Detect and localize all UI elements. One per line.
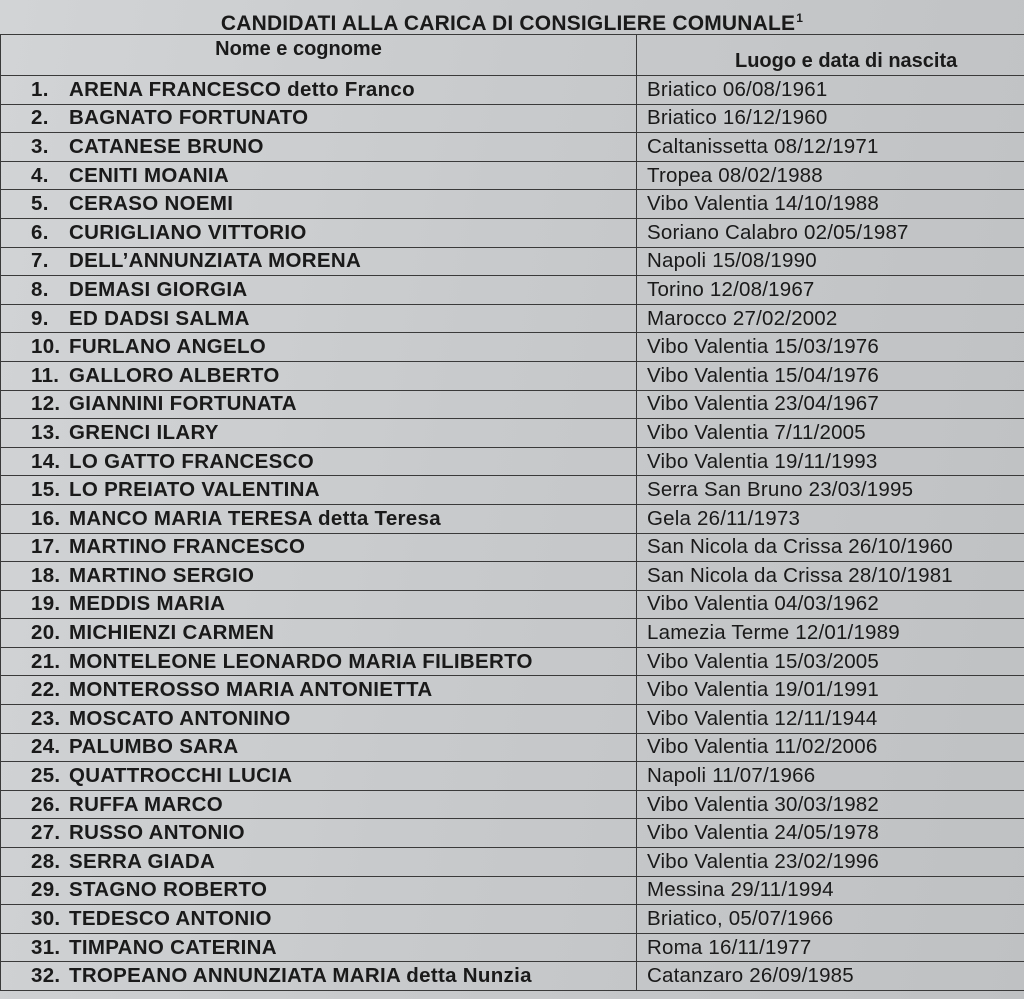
candidate-birthplace-date: Torino 12/08/1967 — [637, 276, 1024, 305]
candidate-birthplace-date: Vibo Valentia 23/02/1996 — [637, 848, 1024, 877]
candidate-birthplace-date: Vibo Valentia 11/02/2006 — [637, 733, 1024, 762]
candidate-name: ED DADSI SALMA — [69, 306, 250, 330]
candidate-name-cell — [1, 647, 637, 676]
candidate-name: MARTINO FRANCESCO — [69, 535, 306, 559]
table-row — [1, 276, 1024, 305]
candidate-birthplace-date: Tropea 08/02/1988 — [637, 161, 1024, 190]
candidate-name-cell — [1, 762, 637, 791]
candidate-number: 27. — [31, 821, 61, 845]
table-row — [1, 190, 1024, 219]
candidate-number: 11. — [31, 363, 60, 387]
candidate-name-cell — [1, 733, 637, 762]
candidate-birthplace-date: Vibo Valentia 15/04/1976 — [637, 361, 1024, 390]
candidate-number: 29. — [31, 878, 61, 902]
candidate-name: TEDESCO ANTONIO — [69, 907, 272, 931]
candidate-birthplace-date: Vibo Valentia 15/03/1976 — [637, 333, 1024, 362]
candidate-name-cell — [1, 676, 637, 705]
table-row — [1, 390, 1024, 419]
candidate-name-cell — [1, 190, 637, 219]
candidate-name: MOSCATO ANTONINO — [69, 706, 291, 730]
candidate-number: 10. — [31, 335, 61, 359]
candidate-name-cell — [1, 790, 637, 819]
candidate-birthplace-date: Vibo Valentia 15/03/2005 — [637, 647, 1024, 676]
candidate-birthplace-date: Caltanissetta 08/12/1971 — [637, 133, 1024, 162]
candidate-name-cell — [1, 76, 637, 105]
column-header-birthplace-date: Luogo e data di nascita — [637, 35, 1024, 76]
candidate-name: TIMPANO CATERINA — [69, 935, 277, 959]
table-row — [1, 590, 1024, 619]
candidate-name: MEDDIS MARIA — [69, 592, 226, 616]
candidate-name: SERRA GIADA — [69, 849, 216, 873]
candidate-name: QUATTROCCHI LUCIA — [69, 764, 293, 788]
candidate-birthplace-date: Vibo Valentia 19/01/1991 — [637, 676, 1024, 705]
document-title — [0, 0, 1024, 34]
table-row — [1, 333, 1024, 362]
candidate-number: 2. — [31, 106, 49, 130]
candidate-birthplace-date: Vibo Valentia 23/04/1967 — [637, 390, 1024, 419]
candidate-name: MICHIENZI CARMEN — [69, 621, 275, 645]
candidate-birthplace-date: Messina 29/11/1994 — [637, 876, 1024, 905]
table-row — [1, 361, 1024, 390]
title-footnote-marker: 1 — [796, 11, 804, 25]
candidate-name-cell — [1, 619, 637, 648]
candidate-name: TROPEANO ANNUNZIATA MARIA — [69, 964, 401, 988]
table-row — [1, 676, 1024, 705]
table-row — [1, 848, 1024, 877]
table-row — [1, 533, 1024, 562]
candidate-number: 21. — [31, 649, 61, 673]
table-row — [1, 447, 1024, 476]
candidate-number: 18. — [31, 563, 61, 587]
candidate-birthplace-date: Soriano Calabro 02/05/1987 — [637, 218, 1024, 247]
candidate-name-cell — [1, 419, 637, 448]
candidate-number: 26. — [31, 792, 61, 816]
candidate-name: PALUMBO SARA — [69, 735, 239, 759]
candidate-name-cell — [1, 504, 637, 533]
candidate-name: DELL’ANNUNZIATA MORENA — [69, 249, 362, 273]
candidate-name: MONTELEONE LEONARDO MARIA FILIBERTO — [69, 649, 533, 673]
candidate-number: 32. — [31, 964, 61, 988]
candidates-table-body — [1, 76, 1024, 991]
column-header-name: Nome e cognome — [1, 35, 637, 76]
candidate-birthplace-date: Vibo Valentia 14/10/1988 — [637, 190, 1024, 219]
candidate-birthplace-date: Vibo Valentia 04/03/1962 — [637, 590, 1024, 619]
candidate-name-cell — [1, 848, 637, 877]
candidate-number: 14. — [31, 449, 61, 473]
candidate-name-cell — [1, 161, 637, 190]
candidate-name: DEMASI GIORGIA — [69, 277, 248, 301]
candidate-name-cell — [1, 533, 637, 562]
candidate-birthplace-date: Lamezia Terme 12/01/1989 — [637, 619, 1024, 648]
candidate-name-cell — [1, 590, 637, 619]
candidate-birthplace-date: Napoli 15/08/1990 — [637, 247, 1024, 276]
table-row — [1, 104, 1024, 133]
candidate-number: 30. — [31, 907, 61, 931]
candidates-table — [0, 34, 1024, 991]
candidate-number: 1. — [31, 77, 49, 101]
candidate-name: LO PREIATO VALENTINA — [69, 478, 320, 502]
candidate-alias: detto Franco — [287, 77, 415, 101]
candidate-number: 24. — [31, 735, 61, 759]
candidate-number: 7. — [31, 249, 49, 273]
candidate-name: MARTINO SERGIO — [69, 563, 255, 587]
candidate-number: 25. — [31, 764, 61, 788]
candidate-name-cell — [1, 962, 637, 991]
candidate-name: GRENCI ILARY — [69, 420, 219, 444]
candidate-number: 16. — [31, 506, 61, 530]
candidate-number: 20. — [31, 621, 61, 645]
candidate-alias: detta Teresa — [318, 506, 441, 530]
table-header-row — [1, 35, 1024, 76]
candidate-name: CENITI MOANIA — [69, 163, 229, 187]
candidate-name-cell — [1, 876, 637, 905]
candidate-birthplace-date: Catanzaro 26/09/1985 — [637, 962, 1024, 991]
candidate-number: 31. — [31, 935, 61, 959]
candidate-name-cell — [1, 276, 637, 305]
table-row — [1, 218, 1024, 247]
candidate-number: 6. — [31, 220, 49, 244]
candidate-birthplace-date: Briatico 06/08/1961 — [637, 76, 1024, 105]
candidate-birthplace-date: Vibo Valentia 7/11/2005 — [637, 419, 1024, 448]
candidate-name-cell — [1, 304, 637, 333]
candidate-number: 3. — [31, 134, 49, 158]
candidate-birthplace-date: San Nicola da Crissa 28/10/1981 — [637, 562, 1024, 591]
candidate-birthplace-date: Marocco 27/02/2002 — [637, 304, 1024, 333]
candidate-number: 23. — [31, 706, 61, 730]
candidate-name-cell — [1, 562, 637, 591]
candidate-name: GALLORO ALBERTO — [69, 363, 280, 387]
candidate-name: FURLANO ANGELO — [69, 335, 267, 359]
candidate-name: BAGNATO FORTUNATO — [69, 106, 309, 130]
candidate-name-cell — [1, 476, 637, 505]
table-row — [1, 76, 1024, 105]
table-row — [1, 705, 1024, 734]
table-row — [1, 247, 1024, 276]
candidate-birthplace-date: Serra San Bruno 23/03/1995 — [637, 476, 1024, 505]
candidate-birthplace-date: Vibo Valentia 30/03/1982 — [637, 790, 1024, 819]
table-row — [1, 161, 1024, 190]
candidate-name-cell — [1, 933, 637, 962]
candidate-name-cell — [1, 447, 637, 476]
candidate-name-cell — [1, 819, 637, 848]
candidate-name-cell — [1, 390, 637, 419]
candidate-number: 22. — [31, 678, 61, 702]
table-row — [1, 562, 1024, 591]
table-row — [1, 504, 1024, 533]
table-row — [1, 647, 1024, 676]
candidate-alias: detta Nunzia — [406, 964, 532, 988]
candidate-birthplace-date: Vibo Valentia 24/05/1978 — [637, 819, 1024, 848]
candidate-number: 12. — [31, 392, 61, 416]
table-row — [1, 876, 1024, 905]
candidate-number: 13. — [31, 420, 61, 444]
candidate-name: MONTEROSSO MARIA ANTONIETTA — [69, 678, 433, 702]
candidate-name: CERASO NOEMI — [69, 192, 234, 216]
candidate-birthplace-date: Briatico 16/12/1960 — [637, 104, 1024, 133]
candidate-birthplace-date: Gela 26/11/1973 — [637, 504, 1024, 533]
candidate-name-cell — [1, 247, 637, 276]
candidate-number: 4. — [31, 163, 49, 187]
candidate-birthplace-date: Vibo Valentia 12/11/1944 — [637, 705, 1024, 734]
candidate-number: 17. — [31, 535, 61, 559]
candidate-number: 19. — [31, 592, 61, 616]
candidate-name: LO GATTO FRANCESCO — [69, 449, 314, 473]
table-row — [1, 619, 1024, 648]
candidate-birthplace-date: San Nicola da Crissa 26/10/1960 — [637, 533, 1024, 562]
table-row — [1, 762, 1024, 791]
candidate-name-cell — [1, 361, 637, 390]
candidate-name-cell — [1, 104, 637, 133]
candidate-name: STAGNO ROBERTO — [69, 878, 268, 902]
table-row — [1, 790, 1024, 819]
candidate-name: MANCO MARIA TERESA — [69, 506, 313, 530]
table-row — [1, 819, 1024, 848]
candidate-name-cell — [1, 218, 637, 247]
candidate-number: 28. — [31, 849, 61, 873]
table-row — [1, 419, 1024, 448]
candidate-name: RUSSO ANTONIO — [69, 821, 245, 845]
title-text: CANDIDATI ALLA CARICA DI CONSIGLIERE COMUNALE — [220, 12, 796, 35]
candidate-number: 9. — [31, 306, 49, 330]
table-row — [1, 905, 1024, 934]
candidate-name: RUFFA MARCO — [69, 792, 223, 816]
candidate-number: 5. — [31, 192, 49, 216]
table-row — [1, 962, 1024, 991]
candidate-number: 8. — [31, 277, 49, 301]
table-row — [1, 304, 1024, 333]
candidate-name-cell — [1, 133, 637, 162]
candidate-birthplace-date: Roma 16/11/1977 — [637, 933, 1024, 962]
candidate-name: CATANESE BRUNO — [69, 134, 264, 158]
candidate-birthplace-date: Briatico, 05/07/1966 — [637, 905, 1024, 934]
candidate-name: ARENA FRANCESCO — [69, 77, 282, 101]
table-row — [1, 933, 1024, 962]
candidate-name-cell — [1, 905, 637, 934]
candidate-name-cell — [1, 705, 637, 734]
table-row — [1, 476, 1024, 505]
table-row — [1, 133, 1024, 162]
candidate-name-cell — [1, 333, 637, 362]
candidate-birthplace-date: Napoli 11/07/1966 — [637, 762, 1024, 791]
candidate-name: CURIGLIANO VITTORIO — [69, 220, 307, 244]
table-row — [1, 733, 1024, 762]
candidate-name: GIANNINI FORTUNATA — [69, 392, 297, 416]
candidate-birthplace-date: Vibo Valentia 19/11/1993 — [637, 447, 1024, 476]
candidate-number: 15. — [31, 478, 61, 502]
